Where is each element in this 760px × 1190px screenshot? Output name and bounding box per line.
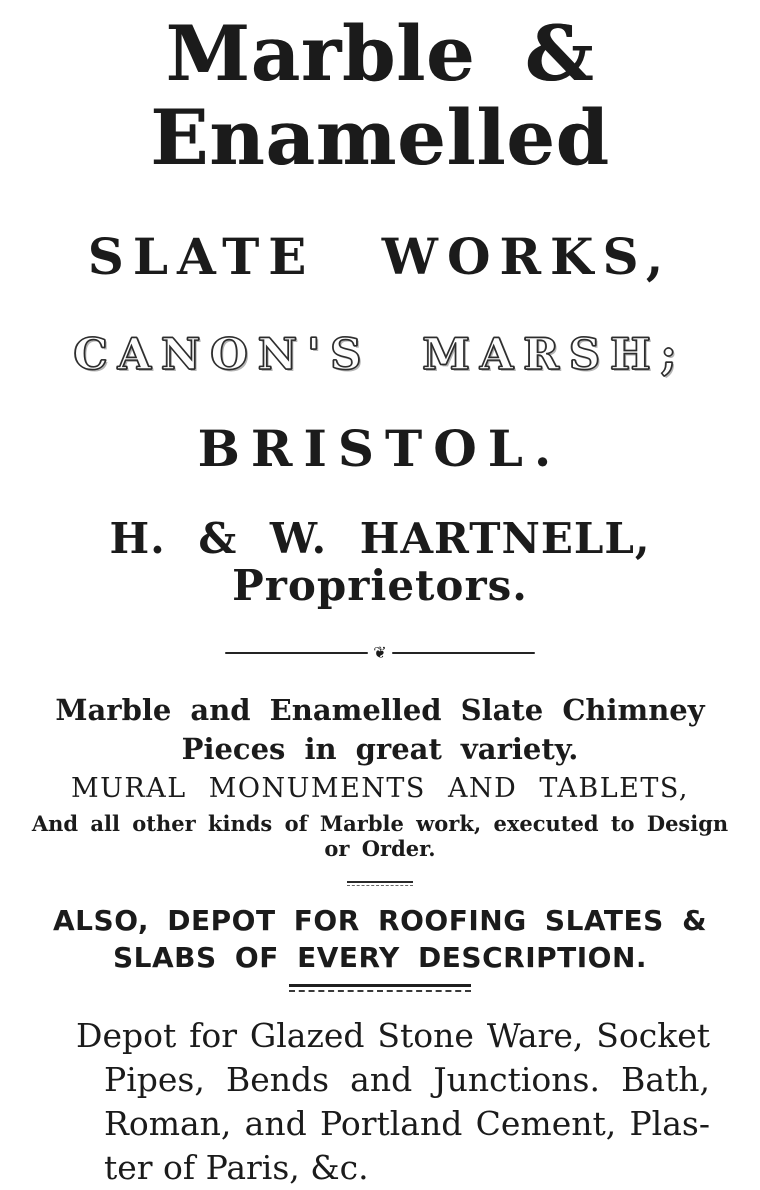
ornamental-divider [225, 642, 535, 662]
chimney-line: Pieces in great variety. [181, 731, 579, 766]
depot-line: Depot for Glazed Stone Ware, Socket [76, 1015, 710, 1055]
roofing-depot-heading [0, 902, 760, 976]
proprietors-line: H. & W. HARTNELL, Proprietors. [109, 514, 651, 610]
marble-work-line: And all other kinds of Marble work, executed to Design [31, 810, 729, 836]
roofing-depot-line: ALSO, DEPOT FOR ROOFING SLATES & [53, 903, 707, 937]
divider-line-left [225, 652, 368, 654]
title-blackletter: Marble & Enamelled [150, 9, 610, 182]
title-slate-works: SLATE WORKS, [87, 227, 673, 287]
depot-line: ter of Paris, &c. [104, 1147, 369, 1187]
marble-work-line: or Order. [324, 835, 436, 861]
depot-line: Roman, and Portland Cement, Plas- [104, 1103, 710, 1143]
depot-line: Pipes, Bends and Junctions. Bath, [104, 1059, 710, 1099]
location-canons-marsh: CANON'S MARSH; [73, 330, 687, 381]
page-background [0, 9, 760, 1187]
flourish-icon: ❦ [373, 642, 387, 662]
city-bristol: BRISTOL. [197, 419, 563, 479]
chimney-heading [0, 691, 760, 769]
marble-work-note [0, 811, 760, 861]
mural-monuments-line: MURAL MONUMENTS AND TABLETS, [71, 772, 689, 804]
advertisement [0, 9, 760, 1190]
chimney-line: Marble and Enamelled Slate Chimney [55, 692, 705, 727]
section-rule-double [289, 984, 471, 992]
roofing-depot-line: SLABS OF EVERY DESCRIPTION. [112, 940, 648, 974]
depot-paragraph [0, 1014, 760, 1190]
divider-line-right [392, 652, 535, 654]
section-rule-small [347, 881, 413, 886]
